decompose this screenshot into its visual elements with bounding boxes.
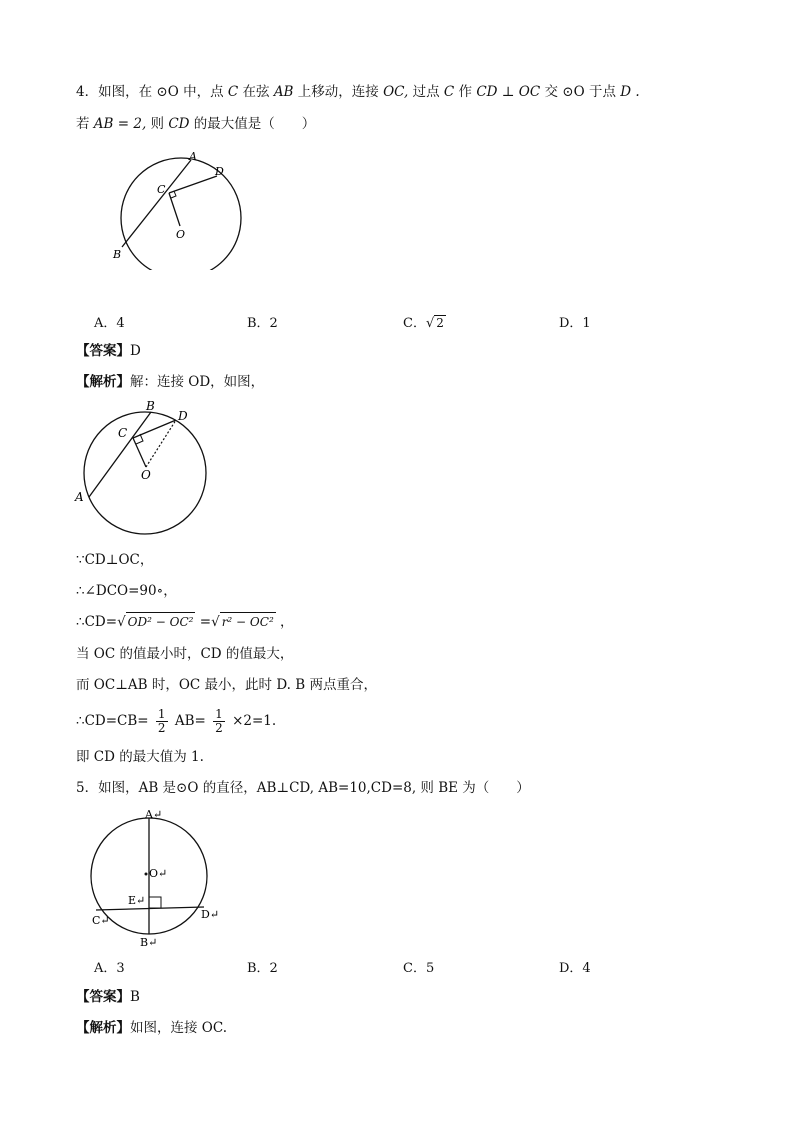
q4-segment-co <box>169 193 180 226</box>
q4-step1: ∵CD⊥OC， <box>76 552 154 568</box>
q4-analysis-label-o: O <box>141 468 151 482</box>
q4-analysis-chord-ab <box>89 412 151 497</box>
q5-label-o: O↵ <box>149 867 168 880</box>
q4-step3: ∴CD=√ OD² − OC² =√ r² − OC² ， <box>76 614 294 630</box>
q5-label-c: C↵ <box>92 914 110 927</box>
q4-number: 4． <box>76 84 99 100</box>
q5-option-b: B．2 <box>247 961 278 976</box>
q4-stem-line2: 若 AB = 2, 则 CD 的最大值是（ ） <box>76 116 316 132</box>
q5-label-b: B↵ <box>140 936 158 949</box>
q4-figure <box>105 150 255 270</box>
fraction-half-2: $\frac{1}{2}$ <box>215 707 223 735</box>
fraction-half: $\frac{1}{2}$ <box>157 707 166 735</box>
q4-stem-line1: 4．如图，在 ⊙O 中，点 C 在弦 AB 上移动，连接 OC, 过点 C 作 CD ⊥ OC 交 ⊙O 于点 D . <box>76 84 640 100</box>
q4-option-b: B．2 <box>247 316 278 331</box>
q4-analysis-label-b: B <box>146 399 155 413</box>
q5-right-angle-mark <box>149 897 161 908</box>
q4-step7: 即 CD 的最大值为 1. <box>76 749 204 765</box>
q4-label-c: C <box>157 183 166 196</box>
q4-label-b: B <box>113 248 122 261</box>
q4-step2: ∴∠DCO=90∘， <box>76 583 177 599</box>
q5-option-a: A．3 <box>94 961 125 976</box>
q5-label-e: E↵ <box>128 894 146 907</box>
q4-label-d: D <box>215 165 224 178</box>
q4-label-o: O <box>176 228 186 241</box>
q4-answer: 【答案】D <box>76 343 141 359</box>
q5-center-dot <box>145 873 148 876</box>
q5-stem: 5．如图，AB 是⊙O 的直径，AB⊥CD, AB=10,CD=8, 则 BE 为（ ） <box>76 780 530 796</box>
q4-step4: 当 OC 的值最小时，CD 的值最大， <box>76 646 294 662</box>
q4-option-d: D．1 <box>559 316 591 331</box>
q4-label-a: A <box>189 150 197 163</box>
q4-step5: 而 OC⊥AB 时，OC 最小，此时 D. B 两点重合， <box>76 677 377 693</box>
q4-option-c: C．√ 2 <box>403 316 444 331</box>
q4-analysis: 【解析】解：连接 OD，如图， <box>76 374 265 390</box>
q4-analysis-label-d: D <box>178 409 188 423</box>
q5-option-c: C．5 <box>403 961 435 976</box>
q5-answer: 【答案】B <box>76 989 140 1005</box>
q4-option-a: A．4 <box>94 316 125 331</box>
q5-option-d: D．4 <box>559 961 591 976</box>
q4-analysis-label-a: A <box>75 490 84 504</box>
q4-analysis-figure <box>72 398 217 538</box>
q4-step6: ∴CD=CB= $\frac{1}{2}$ AB= $\frac{1}{2}$ ×2=1. <box>76 707 277 735</box>
q4-analysis-label-c: C <box>118 426 128 440</box>
q5-figure <box>88 806 228 954</box>
q5-analysis: 【解析】如图，连接 OC. <box>76 1020 227 1036</box>
q4-analysis-segment-od <box>146 420 176 467</box>
q5-label-d: D↵ <box>201 908 220 921</box>
q5-label-a: A↵ <box>145 808 163 821</box>
